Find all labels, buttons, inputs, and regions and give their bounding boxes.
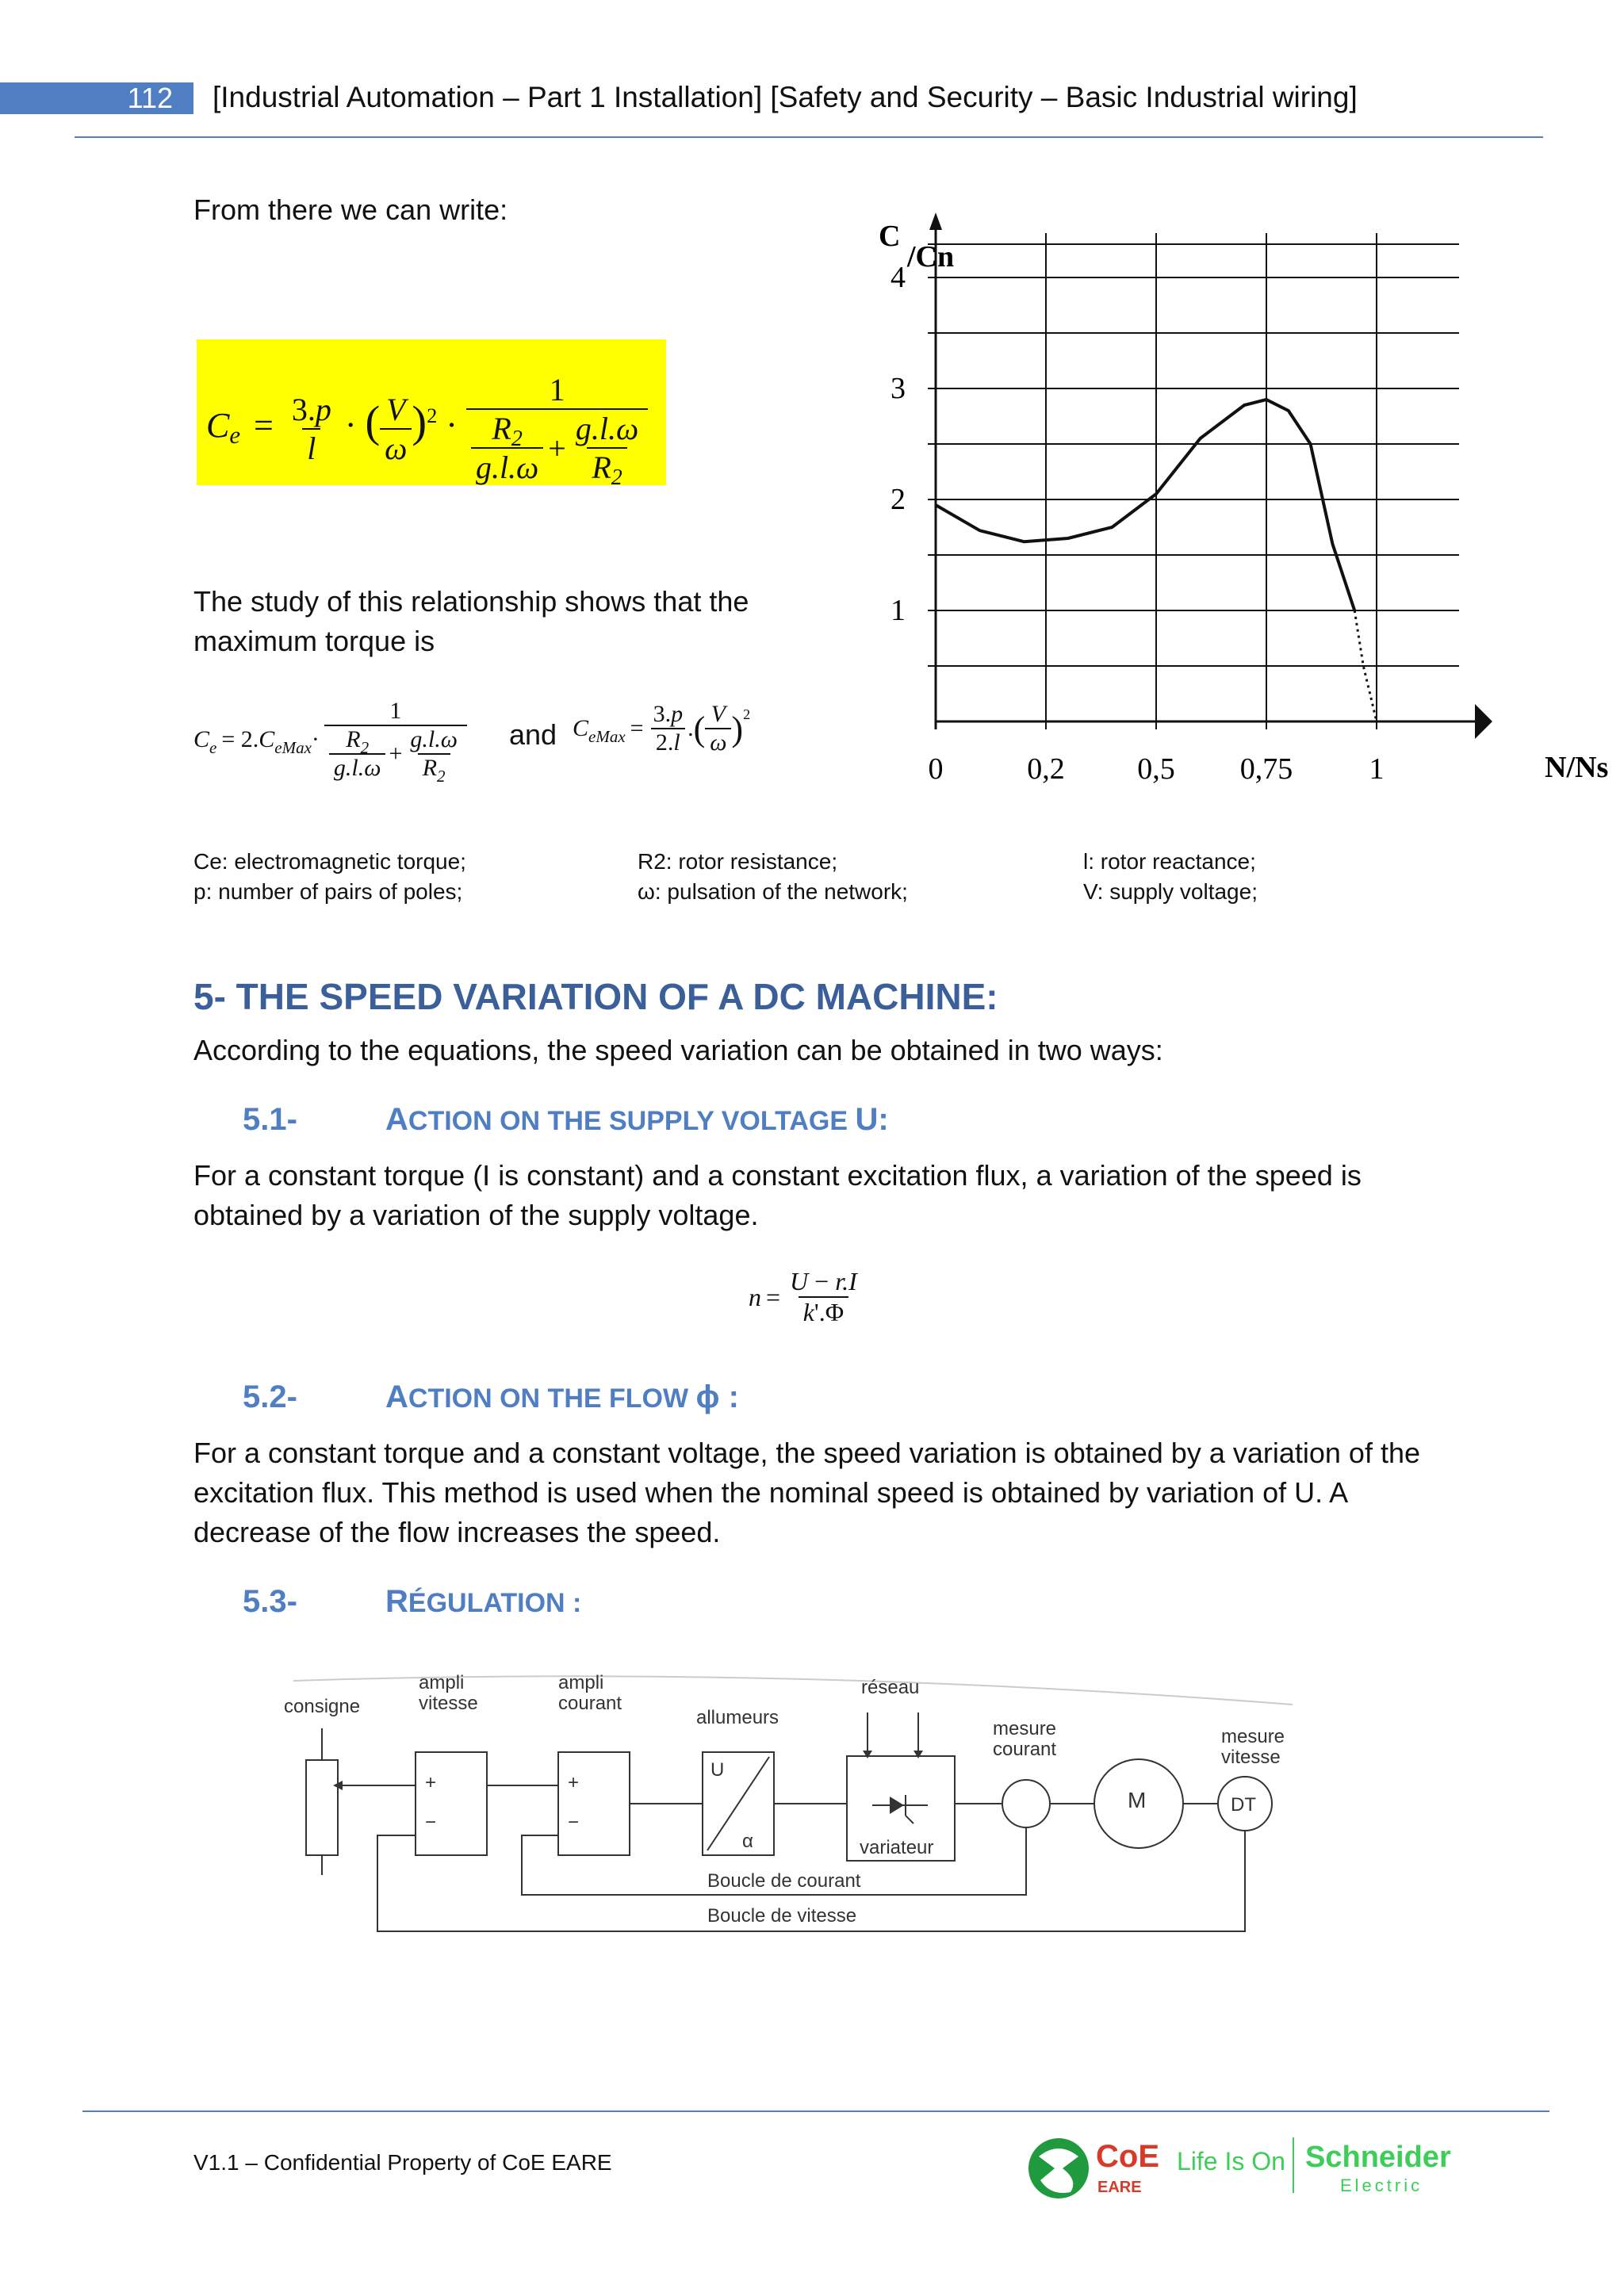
label-boucle-vitesse: Boucle de vitesse (707, 1905, 857, 1927)
legend-v: V: supply voltage; (1083, 879, 1258, 904)
logo-divider (1293, 2137, 1294, 2193)
footer-text: V1.1 – Confidential Property of CoE EARE (193, 2150, 612, 2175)
chart-x-tick-label: 0,2 (1027, 752, 1065, 786)
section-5-3-number: 5.3- (243, 1584, 297, 1619)
label-ampli-vitesse-1: ampli (419, 1672, 465, 1693)
legend-col-3 (1083, 847, 1258, 907)
and-word: and (509, 718, 557, 751)
label-ampli-courant-2: courant (558, 1693, 622, 1714)
label-mesure-vitesse-2: vitesse (1221, 1747, 1281, 1768)
coe-logo-text: CoE (1096, 2139, 1159, 2174)
section-5-1-heading: ACTION ON THE SUPPLY VOLTAGE U: (385, 1102, 889, 1137)
label-variateur: variateur (860, 1837, 934, 1858)
legend-r2: R2: rotor resistance; (638, 849, 838, 874)
section-5-1-number: 5.1- (243, 1102, 297, 1137)
chart-y-arrow (929, 212, 942, 230)
ampli-vitesse-box (416, 1752, 487, 1855)
chart-labels (879, 220, 1608, 786)
mesure-courant-circle (1002, 1780, 1050, 1827)
label-u: U (710, 1759, 725, 1781)
chart-x-axis-label: N/Ns (1545, 751, 1609, 784)
legend-col-1 (193, 847, 466, 907)
cemax-formula: $C_{eMax}$ = $\frac{3.p}{2.l}$ . ( $\frac{V}{\omega}$ ) 2 (573, 701, 751, 756)
label-mesure-courant-1: mesure (993, 1718, 1057, 1739)
study-text: The study of this relationship shows that the maximum torque is (193, 585, 749, 657)
intro-text: From there we can write: (193, 193, 508, 226)
thyristor-gate (906, 1816, 914, 1823)
legend-ce: Ce: electromagnetic torque; (193, 849, 466, 874)
header-title: [Industrial Automation – Part 1 Installation] [Safety and Security – Basic Industrial wiring] (213, 81, 1358, 113)
footer-divider (82, 2110, 1549, 2112)
chart-y-tick-label: 2 (891, 483, 906, 516)
label-av-minus: − (425, 1812, 437, 1833)
chart-x-tick-label: 0,75 (1239, 752, 1293, 786)
chart-x-tick-label: 1 (1369, 752, 1385, 786)
ampli-courant-box (558, 1752, 630, 1855)
footer-logos (1023, 2133, 1467, 2204)
chart-y-tick-label: 4 (891, 261, 906, 294)
schneider-text: Schneider (1305, 2141, 1451, 2174)
section-5-intro: According to the equations, the speed variation can be obtained in two ways: (193, 1034, 1163, 1066)
legend-col-2 (638, 847, 908, 907)
label-ampli-vitesse-2: vitesse (419, 1693, 478, 1714)
label-mesure-courant-2: courant (993, 1739, 1057, 1760)
eare-logo-text: EARE (1097, 2179, 1142, 2196)
lifeison-text: Life Is On (1177, 2147, 1285, 2175)
electric-text: Electric (1340, 2175, 1423, 2195)
torque-formula-box (197, 339, 666, 490)
torque-speed-chart (825, 206, 1609, 809)
chart-y-tick-label: 1 (891, 594, 906, 627)
section-5-2-number: 5.2- (243, 1380, 297, 1414)
regulation-diagram (270, 1657, 1316, 1950)
label-allumeurs: allumeurs (696, 1707, 779, 1728)
section-5-heading: 5- THE SPEED VARIATION OF A DC MACHINE: (193, 976, 998, 1017)
speed-formula: n = $\frac{U - r.I}{k'.\Phi}$ (749, 1267, 857, 1326)
section-5-2-text: For a constant torque and a constant voltage, the speed variation is obtained by a variation of the excitation flux. This method is used when the nominal speed is obtained by variation of U. A decrease of the flow increases the speed. (193, 1437, 1420, 1548)
chart-y-tick-label: 3 (891, 372, 906, 405)
legend-l: l: rotor reactance; (1083, 849, 1256, 874)
legend-omega: ω: pulsation of the network; (638, 879, 908, 904)
label-reseau: réseau (861, 1677, 920, 1698)
section-5-1-text: For a constant torque (I is constant) and a constant excitation flux, a variation of the speed is obtained by a variation of the supply voltage. (193, 1159, 1362, 1231)
torque-formula: Ce = $\frac{3.p}{l}$ · ( $\frac{V}{\omega}$ )$^2$ · 1 $\frac{R_2}{g.l.\omega}$ + $\frac{g.l.\omega}{R_2}$ (206, 371, 666, 486)
consigne-potentiometer (306, 1760, 338, 1855)
label-alpha: α (742, 1831, 753, 1852)
max-torque-formula: $C_e$ = $2.C_{eMax}\cdot$ 1 $\frac{R_2}{g.l.\omega}$ + $\frac{g.l.\omega}{R_2}$ (193, 698, 467, 782)
legend-p: p: number of pairs of poles; (193, 879, 463, 904)
label-dt: DT (1231, 1794, 1256, 1816)
chart-x-arrow (1475, 704, 1492, 739)
section-5-3-heading: RÉGULATION : (385, 1584, 582, 1619)
chart-x-tick-label: 0,5 (1137, 752, 1175, 786)
page-number: 112 (0, 82, 193, 114)
label-ampli-courant-1: ampli (558, 1672, 604, 1693)
reseau-arrowhead-1 (863, 1751, 872, 1758)
label-av-plus: + (425, 1772, 437, 1793)
header-divider (75, 136, 1543, 138)
label-ac-plus: + (568, 1772, 580, 1793)
chart-y-axis-label: C (879, 220, 901, 253)
chart-y-axis-label-suffix: /Cn (907, 240, 955, 274)
chart-series-line (936, 400, 1354, 610)
coe-logo-icon (1023, 2133, 1094, 2204)
chart-x-tick-label: 0 (928, 752, 944, 786)
label-ac-minus: − (568, 1812, 580, 1833)
label-consigne: consigne (284, 1696, 361, 1717)
reseau-arrowhead-2 (914, 1751, 923, 1758)
label-motor: M (1128, 1788, 1147, 1812)
chart-axes (929, 212, 1492, 739)
section-5-2-heading: ACTION ON THE FLOW ϕ : (385, 1380, 739, 1414)
chart-grid (928, 233, 1459, 729)
label-mesure-vitesse-1: mesure (1221, 1726, 1285, 1747)
label-boucle-courant: Boucle de courant (707, 1870, 861, 1892)
